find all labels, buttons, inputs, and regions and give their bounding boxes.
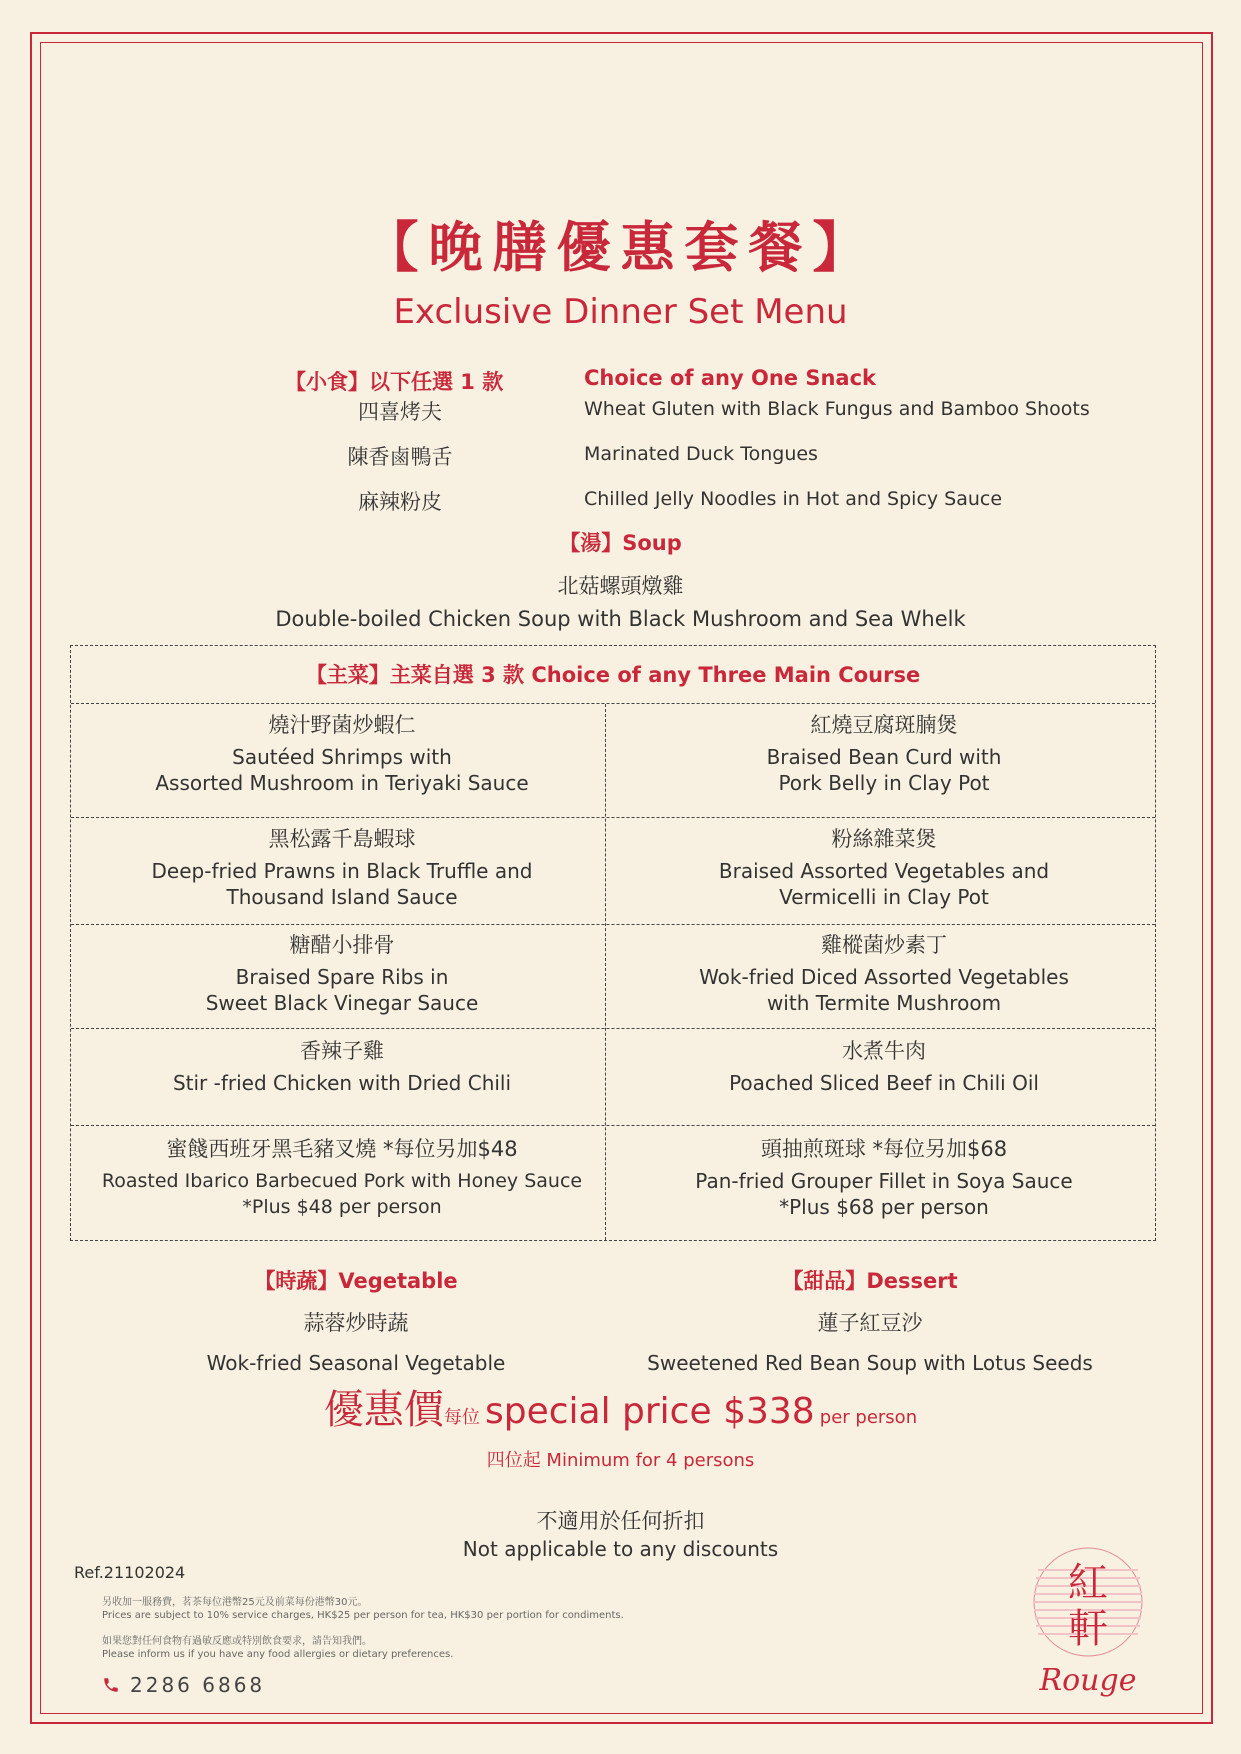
main-course-item xyxy=(71,1038,613,1096)
vegetable-item-en: Wok-fried Seasonal Vegetable xyxy=(206,1351,506,1375)
dish-name-zh: 雞樅菌炒素丁 xyxy=(821,933,947,957)
dish-name-en: Sautéed Shrimps with xyxy=(232,745,452,769)
dish-name-en: Assorted Mushroom in Teriyaki Sauce xyxy=(155,771,529,795)
snack-heading-english: Choice of any One Snack xyxy=(584,366,877,390)
main-course-item xyxy=(613,932,1155,1016)
price-per-zh: 每位 xyxy=(443,1407,480,1428)
snack-item-en: Wheat Gluten with Black Fungus and Bamboo Shoots xyxy=(584,398,1090,420)
service-charge-zh: 另收加一服務費，茗茶每位港幣25元及前菜每份港幣30元。 xyxy=(102,1597,368,1608)
dessert-item-zh: 蓮子紅豆沙 xyxy=(817,1311,923,1335)
dish-name-en: Wok-fried Diced Assorted Vegetables xyxy=(699,965,1069,989)
dessert-item-en: Sweetened Red Bean Soup with Lotus Seeds xyxy=(647,1351,1093,1375)
surcharge-note: *Plus $48 per person xyxy=(242,1196,442,1218)
row-divider xyxy=(71,1028,1155,1029)
minimum-persons: 四位起 Minimum for 4 persons xyxy=(486,1450,755,1471)
main-course-box xyxy=(70,645,1156,1241)
dish-name-zh: 頭抽煎斑球 *每位另加$68 xyxy=(760,1137,1008,1161)
logo-brand: Rouge xyxy=(1039,1663,1137,1698)
dish-name-en: Sweet Black Vinegar Sauce xyxy=(205,991,479,1015)
main-course-item xyxy=(613,1038,1155,1096)
soup-item-en: Double-boiled Chicken Soup with Black Mushroom and Sea Whelk xyxy=(275,607,966,631)
soup-item-zh: 北菇螺頭燉雞 xyxy=(557,574,684,598)
main-course-item xyxy=(613,826,1155,910)
allergy-note-en: Please inform us if you have any food allergies or dietary preferences. xyxy=(102,1649,454,1660)
main-course-heading: 【主菜】主菜自選 3 款 Choice of any Three Main Course xyxy=(71,646,1155,704)
vegetable-heading: 【時蔬】Vegetable xyxy=(254,1269,458,1293)
soup-heading: 【湯】Soup xyxy=(559,531,682,555)
row-divider xyxy=(71,1125,1155,1126)
dish-name-zh: 燒汁野菌炒蝦仁 xyxy=(268,713,416,737)
reference-number: Ref.21102024 xyxy=(74,1563,186,1582)
dish-name-en: Thousand Island Sauce xyxy=(226,885,458,909)
dish-name-en: Braised Spare Ribs in xyxy=(235,965,449,989)
title-chinese: 【晚膳優惠套餐】 xyxy=(364,216,877,279)
row-divider xyxy=(71,924,1155,925)
dish-name-en: Deep-fried Prawns in Black Truffle and xyxy=(151,859,533,883)
phone-number: 2286 6868 xyxy=(130,1673,266,1697)
dish-name-en: Braised Assorted Vegetables and xyxy=(718,859,1050,883)
vegetable-section xyxy=(76,1265,636,1375)
surcharge-note: *Plus $68 per person xyxy=(779,1195,989,1219)
dish-name-en: Vermicelli in Clay Pot xyxy=(779,885,989,909)
price-unit: per person xyxy=(819,1407,918,1428)
phone-contact[interactable] xyxy=(102,1673,265,1697)
dish-name-en: Stir -fried Chicken with Dried Chili xyxy=(172,1071,512,1095)
dessert-section xyxy=(590,1265,1150,1375)
snack-item-en: Marinated Duck Tongues xyxy=(584,443,818,465)
main-course-item xyxy=(71,826,613,910)
phone-icon xyxy=(102,1676,120,1694)
snack-item-zh: 陳香鹵鴨舌 xyxy=(347,445,453,469)
main-course-item xyxy=(71,712,613,796)
special-price xyxy=(0,1378,1241,1435)
snack-item-zh: 麻辣粉皮 xyxy=(358,490,442,514)
dish-name-en: Roasted Ibarico Barbecued Pork with Honey Sauce xyxy=(101,1170,583,1192)
dish-name-en: Poached Sliced Beef in Chili Oil xyxy=(729,1071,1039,1095)
dish-name-en: Pork Belly in Clay Pot xyxy=(778,771,990,795)
dish-name-zh: 紅燒豆腐斑腩煲 xyxy=(810,713,958,737)
snack-heading-chinese: 【小食】以下任選 1 款 xyxy=(285,370,504,394)
rouge-logo xyxy=(1028,1540,1148,1700)
dish-name-zh: 蜜餞西班牙黑毛豬叉燒 *每位另加$48 xyxy=(166,1137,518,1161)
vegetable-item-zh: 蒜蓉炒時蔬 xyxy=(303,1311,409,1335)
main-course-item xyxy=(613,1136,1155,1220)
dish-name-en: Braised Bean Curd with xyxy=(766,745,1002,769)
price-label-zh: 優惠價 xyxy=(323,1387,444,1433)
main-course-item xyxy=(71,932,613,1016)
row-divider xyxy=(71,817,1155,818)
dish-name-en: Pan-fried Grouper Fillet in Soya Sauce xyxy=(695,1169,1073,1193)
price-label-en: special price $338 xyxy=(484,1391,815,1432)
dish-name-zh: 粉絲雜菜煲 xyxy=(831,827,937,851)
dish-name-zh: 黑松露千島蝦球 xyxy=(268,827,416,851)
snack-item-en: Chilled Jelly Noodles in Hot and Spicy Sauce xyxy=(584,488,1003,510)
logo-char-2: 軒 xyxy=(1068,1606,1108,1652)
dish-name-zh: 香辣子雞 xyxy=(300,1039,384,1063)
logo-char-1: 紅 xyxy=(1068,1560,1108,1606)
allergy-note-zh: 如果您對任何食物有過敏反應或特別飲食要求，請告知我們。 xyxy=(102,1636,372,1647)
dish-name-zh: 糖醋小排骨 xyxy=(289,933,395,957)
service-charge-en: Prices are subject to 10% service charges, HK$25 per person for tea, HK$30 per portion for condiments. xyxy=(102,1610,624,1621)
main-course-item xyxy=(613,712,1155,796)
main-course-item xyxy=(71,1136,613,1220)
dish-name-zh: 水煮牛肉 xyxy=(842,1039,926,1063)
title-english: Exclusive Dinner Set Menu xyxy=(393,292,848,332)
dessert-heading: 【甜品】Dessert xyxy=(782,1269,958,1293)
snack-item-zh: 四喜烤夫 xyxy=(358,400,442,424)
dish-name-en: with Termite Mushroom xyxy=(766,991,1002,1015)
no-discount-en: Not applicable to any discounts xyxy=(462,1537,779,1561)
no-discount-zh: 不適用於任何折扣 xyxy=(536,1509,705,1533)
